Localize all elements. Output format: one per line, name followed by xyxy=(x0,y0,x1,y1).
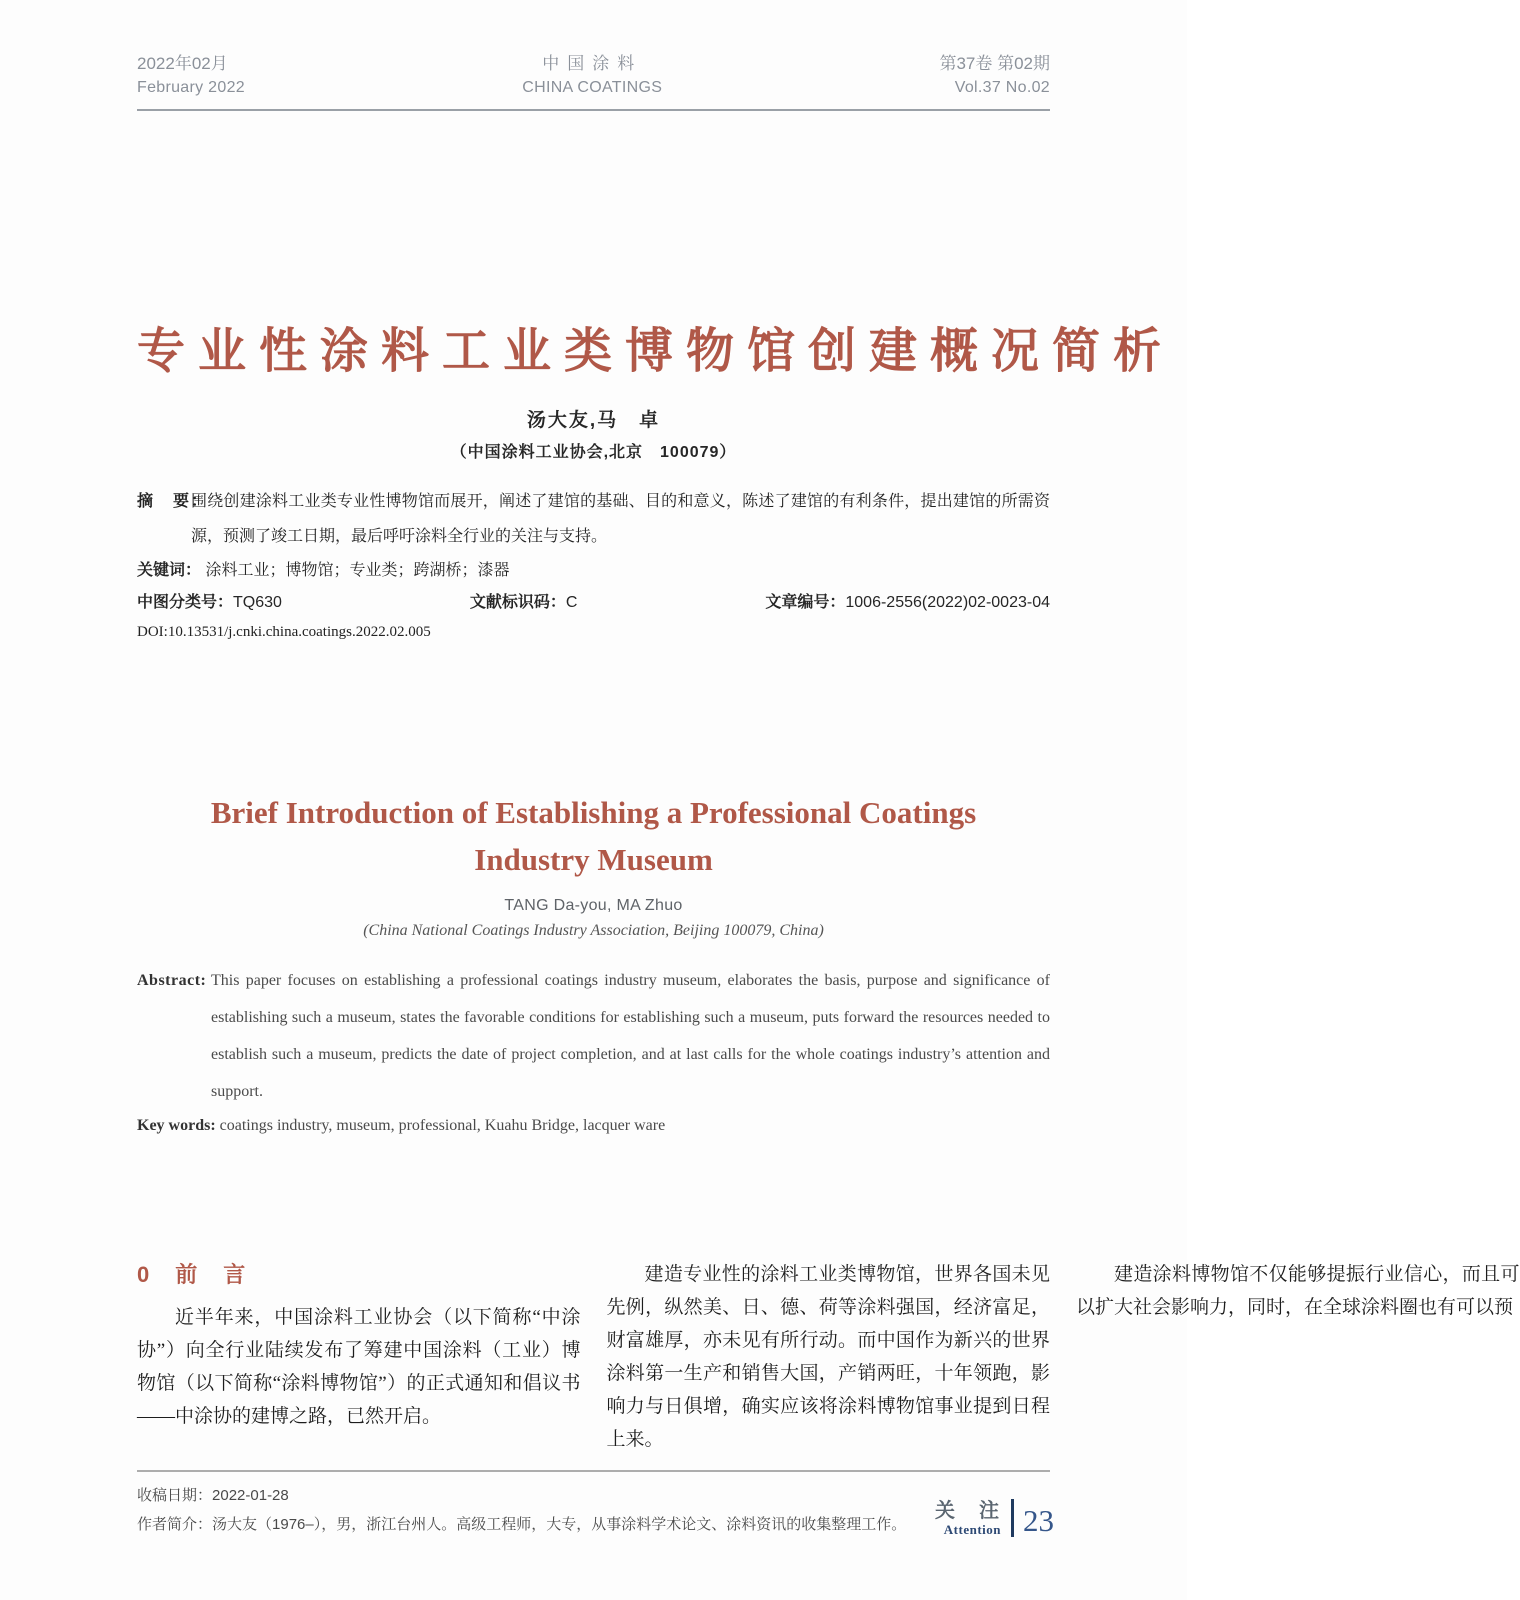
document-code-value: C xyxy=(565,594,578,611)
article-title-zh: 专业性涂料工业类博物馆创建概况简析 xyxy=(137,325,1175,378)
document-code-label: 文献标识码： xyxy=(469,594,566,611)
abstract-zh xyxy=(137,484,1050,554)
body-paragraph-2: 建造专业性的涂料工业类博物馆，世界各国未见先例，纵然美、日、德、荷等涂料强国，经济富足，财富雄厚，亦未见有所行动。而中国作为新兴的世界涂料第一生产和销售大国，产销两旺，十年领跑，影响力与日俱增，确实应该将涂料博物馆事业提到日程上来。 xyxy=(606,1264,1050,1450)
article-id-label: 文章编号： xyxy=(765,594,846,611)
header-journal-title xyxy=(522,52,662,100)
abstract-en-text: This paper focuses on establishing a professional coatings industry museum, elaborates the basis, purpose and significance of establishing such a museum, states the favorable conditions for establishing such a museum, puts forward the resources needed to establish such a museum, predicts the date of project completion, and at last calls for the whole coatings industry’s attention and support. xyxy=(211,972,1050,1100)
affiliation-en: (China National Coatings Industry Association, Beijing 100079, China) xyxy=(363,922,824,939)
article-id xyxy=(765,588,1050,618)
keywords-zh-label: 关键词： xyxy=(137,562,202,579)
document-code xyxy=(470,588,578,618)
clc-value: TQ630 xyxy=(233,594,282,611)
page-marker-en: Attention xyxy=(943,1521,1001,1537)
header-journal-en: CHINA COATINGS xyxy=(522,79,663,96)
page-marker xyxy=(935,1496,1054,1540)
body-paragraph-3: 建造涂料博物馆不仅能够提振行业信心，而且可以扩大社会影响力，同时，在全球涂料圈也有可以预 xyxy=(1076,1264,1520,1318)
page-marker-zh: 关 注 xyxy=(935,1499,1001,1522)
page-number: 23 xyxy=(1023,1503,1054,1538)
article-id-value: 1006-2556(2022)02-0023-04 xyxy=(845,594,1050,611)
abstract-zh-text: 围绕创建涂料工业类专业性博物馆而展开，阐述了建馆的基础、目的和意义，陈述了建馆的有利条件，提出建馆的所需资源，预测了竣工日期，最后呼吁涂料全行业的关注与支持。 xyxy=(191,493,1050,545)
journal-header xyxy=(137,0,1050,111)
keywords-en xyxy=(137,1110,1050,1142)
header-issue xyxy=(939,52,1050,100)
page-marker-labels xyxy=(935,1500,1001,1537)
section-heading-foreword: 0 前 言 xyxy=(137,1262,248,1287)
keywords-en-label: Key words: xyxy=(137,1117,216,1134)
header-journal-zh: 中国涂料 xyxy=(542,54,643,73)
received-date-line xyxy=(137,1481,1050,1510)
clc-number xyxy=(137,588,282,618)
header-date-zh: 2022年02月 xyxy=(137,54,228,73)
page-marker-divider xyxy=(1011,1499,1014,1537)
footnote xyxy=(137,1470,1050,1539)
authors-en: TANG Da-you, MA Zhuo xyxy=(504,897,683,914)
authors-zh: 汤大友,马 卓 xyxy=(526,410,661,431)
affiliation-zh: （中国涂料工业协会,北京 100079） xyxy=(450,444,737,461)
classification-row xyxy=(137,588,1050,618)
header-date xyxy=(137,52,245,100)
author-bio-line xyxy=(137,1510,1050,1539)
abstract-en xyxy=(137,962,1050,1110)
body-paragraph-1: 近半年来，中国涂料工业协会（以下简称“中涂协”）向全行业陆续发布了筹建中国涂料（工业）博物馆（以下简称“涂料博物馆”）的正式通知和倡议书——中涂协的建博之路，已然开启。 xyxy=(137,1307,581,1427)
article-title-en-line1: Brief Introduction of Establishing a Professional Coatings xyxy=(210,795,977,830)
clc-label: 中图分类号： xyxy=(137,594,234,611)
received-date-value: 2022-01-28 xyxy=(212,1487,289,1504)
header-issue-zh: 第37卷 第02期 xyxy=(939,54,1050,73)
keywords-en-text: coatings industry, museum, professional, Kuahu Bridge, lacquer ware xyxy=(219,1117,666,1134)
body-text xyxy=(137,1258,1520,1458)
keywords-zh-text: 涂料工业；博物馆；专业类；跨湖桥；漆器 xyxy=(205,562,510,579)
header-date-en: February 2022 xyxy=(137,79,245,96)
received-date-label: 收稿日期： xyxy=(137,1487,213,1504)
keywords-zh xyxy=(137,556,1050,586)
article-title-en-line2: Industry Museum xyxy=(474,842,713,877)
doi-line: DOI:10.13531/j.cnki.china.coatings.2022.02.005 xyxy=(137,624,431,640)
abstract-zh-label: 摘 要： xyxy=(137,493,210,510)
abstract-en-label: Abstract: xyxy=(137,972,207,989)
author-bio-value: 汤大友（1976–），男，浙江台州人。高级工程师，大专，从事涂料学术论文、涂料资讯的收集整理工作。 xyxy=(212,1516,907,1533)
author-bio-label: 作者简介： xyxy=(137,1516,213,1533)
header-issue-en: Vol.37 No.02 xyxy=(954,79,1050,96)
article-title-en xyxy=(137,789,1050,883)
